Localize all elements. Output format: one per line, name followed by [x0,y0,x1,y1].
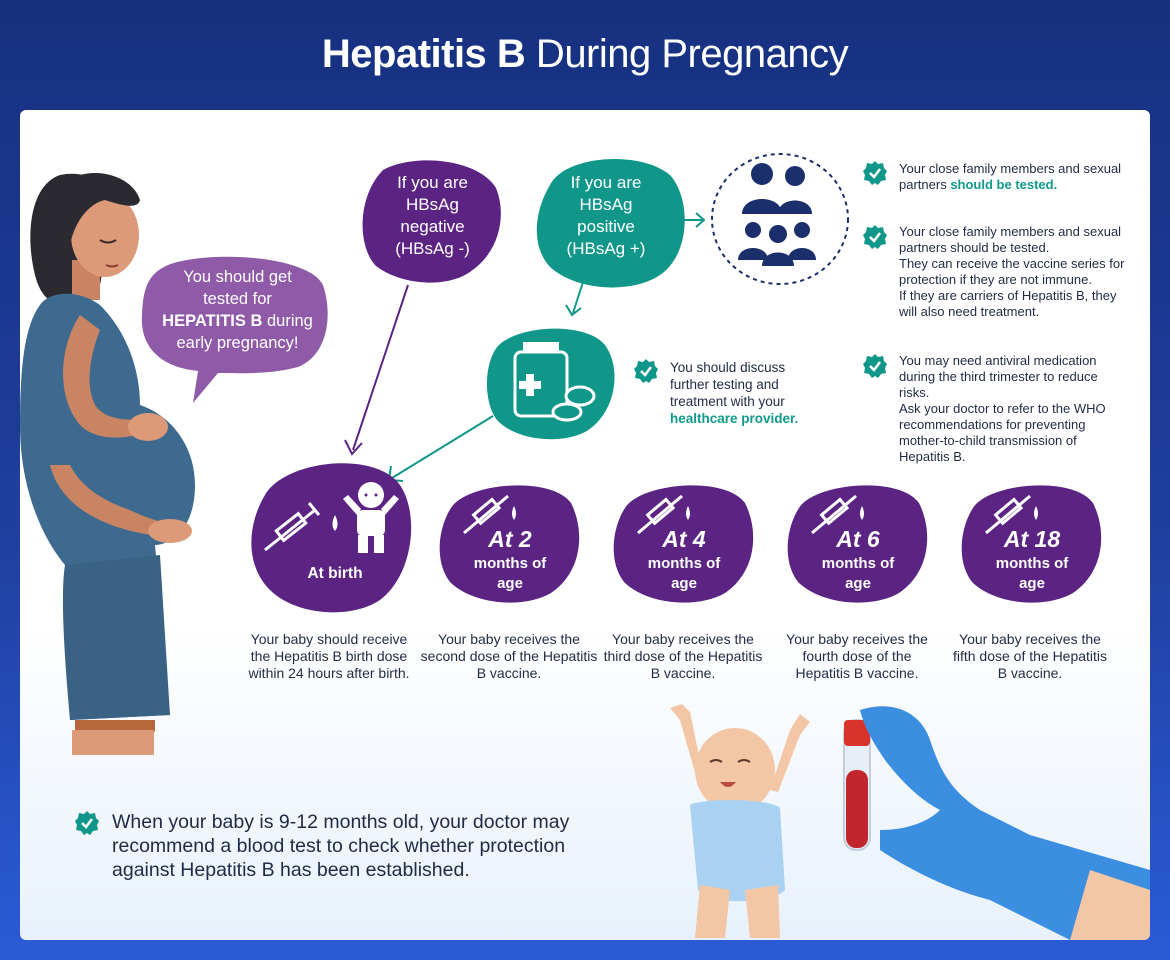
page-title [0,32,1170,77]
check-badge-icon [862,353,888,379]
title-rest: During Pregnancy [525,32,849,76]
family-note-2 [899,224,1134,320]
dose-6-caption: Your baby receives the fourth dose of the Hepatitis B vaccine. [786,631,928,681]
mother-bubble-bold: HEPATITIS B [162,312,263,330]
antiviral-note-line2: Ask your doctor to refer to the WHO recommendations for preventing mother-to-child transmission of Hepatitis B. [899,401,1106,464]
family-note-1 [899,161,1134,193]
dose-4-caption: Your baby receives the third dose of the Hepatitis B vaccine. [603,631,763,681]
dose-birth-blob [245,455,415,615]
family-note-2-line2: They can receive the vaccine series for protection if they are not immune. [899,256,1125,287]
check-badge-icon [633,358,659,384]
content-panel [20,110,1150,940]
check-badge-icon [74,810,100,836]
provider-note-highlight: healthcare provider. [670,411,799,426]
antiviral-note [899,353,1129,465]
family-note-1-text: Your close family members and sexual partners [899,161,1122,192]
dose-18-caption: Your baby receives the fifth dose of the Hepatitis B vaccine. [952,631,1108,681]
family-note-1-highlight: should be tested. [950,177,1058,192]
check-badge-icon [862,224,888,250]
arrow-icon [353,285,408,450]
blood-test-note: When your baby is 9-12 months old, your doctor may recommend a blood test to check whether protection against Hepatitis B has been established. [112,811,570,881]
positive-line4: (HBsAg +) [566,239,646,258]
positive-line1: If you are [570,173,642,192]
provider-note-text: You should discuss further testing and treatment with your [670,360,786,409]
arrow-icon [573,282,583,313]
dose-birth-label: At birth [307,565,363,582]
dose-2-big: At 2 [488,526,532,552]
mother-bubble-line3: during [262,312,313,330]
negative-line3: negative [400,217,465,236]
baby-illustration [660,700,820,940]
mother-bubble-line1: You should get [183,268,292,286]
positive-line2: HBsAg [579,195,633,214]
mother-bubble-line4: early pregnancy! [176,334,299,352]
gloved-hand-blood-tube [830,700,1150,940]
medicine-bottle-icon [485,320,620,440]
dose-birth-caption: Your baby should receive the Hepatitis B birth dose within 24 hours after birth. [248,631,410,681]
dose-2-caption: Your baby receives the second dose of the Hepatitis B vaccine. [420,631,598,681]
antiviral-note-line1: You may need antiviral medication during the third trimester to reduce risks. [899,353,1098,400]
dose-4-label: months of age [647,555,721,592]
dose-6-big: At 6 [836,526,880,552]
check-badge-icon [862,160,888,186]
family-note-2-line3: If they are carriers of Hepatitis B, they will also need treatment. [899,288,1117,319]
dose-18-label: months of age [995,555,1069,592]
provider-note [670,359,820,427]
family-note-2-line1: Your close family members and sexual partners should be tested. [899,224,1122,255]
title-bold: Hepatitis B [321,32,526,76]
dose-2-label: months of age [473,555,547,592]
dose-18-big: At 18 [1003,526,1061,552]
negative-line2: HBsAg [406,195,459,214]
family-icon [710,152,850,287]
dose-6-label: months of age [821,555,895,592]
negative-line4: (HBsAg -) [395,239,470,258]
mother-bubble-line2: tested for [203,290,272,308]
negative-line1: If you are [397,173,468,192]
positive-line3: positive [577,217,635,236]
dose-4-big: At 4 [662,526,706,552]
